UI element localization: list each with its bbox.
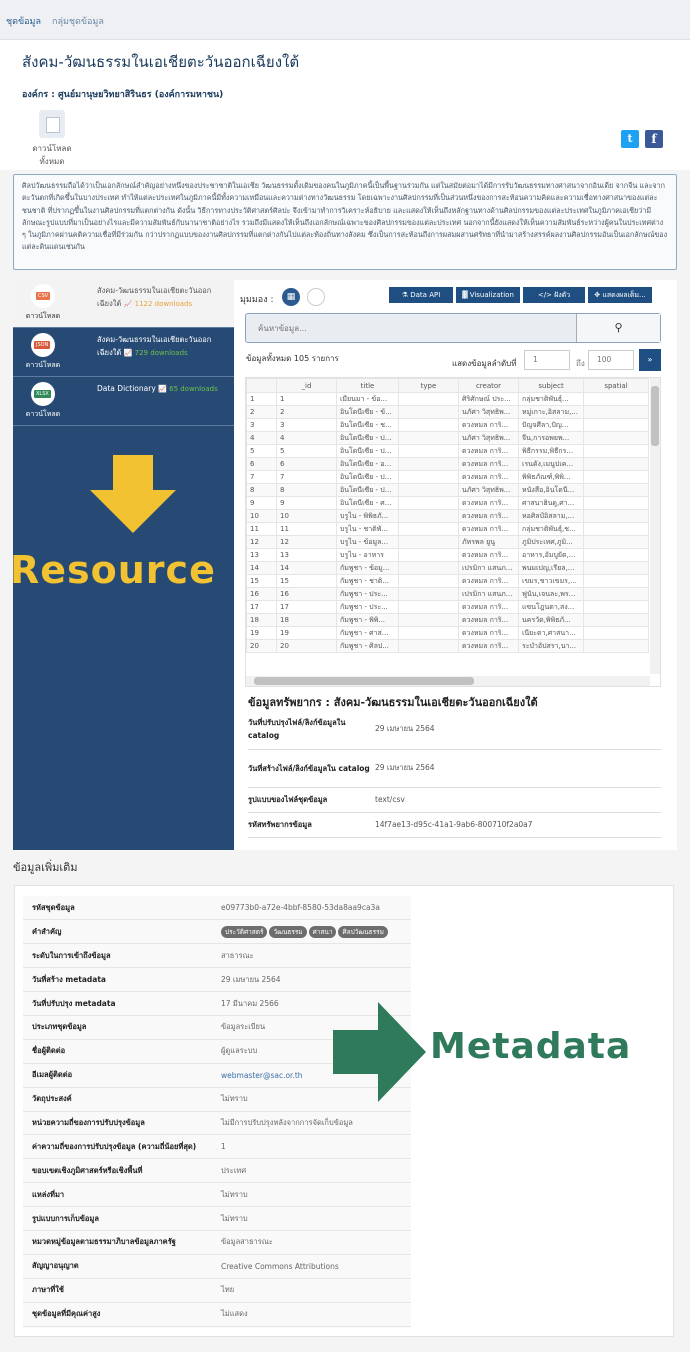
table-cell <box>584 510 649 523</box>
table-cell: 2 <box>277 406 337 419</box>
table-cell: นภัศา วิสุทธิพ... <box>459 406 519 419</box>
table-cell: ดวงหมล การิ... <box>459 627 519 640</box>
column-header[interactable]: spatial <box>584 379 649 393</box>
table-cell: จีน,การอพยพ... <box>519 432 584 445</box>
resource-annotation-label: Resource <box>10 548 216 592</box>
table-cell: 3 <box>247 419 277 432</box>
metadata-key: อีเมลผู้ติดต่อ <box>23 1063 221 1087</box>
table-row[interactable] <box>247 627 649 640</box>
table-cell <box>399 562 459 575</box>
table-cell <box>399 445 459 458</box>
table-cell: 6 <box>247 458 277 471</box>
metadata-row <box>23 1254 411 1278</box>
table-cell: 9 <box>277 497 337 510</box>
metadata-row <box>23 1111 411 1135</box>
table-cell: หอศิลป์อิสลาม,... <box>519 510 584 523</box>
table-row[interactable] <box>247 458 649 471</box>
table-cell: 14 <box>247 562 277 575</box>
table-cell: เนียะตา,ศาสนา... <box>519 627 584 640</box>
table-row[interactable] <box>247 445 649 458</box>
metadata-key: สัญญาอนุญาต <box>23 1254 221 1278</box>
table-cell: กัมพูชา - ประ... <box>337 601 399 614</box>
table-cell: ศาสนาฮินดู,ศา... <box>519 497 584 510</box>
keyword-tag[interactable]: ศิลปวัฒนธรรม <box>338 926 387 938</box>
metadata-value: 29 เมษายน 2564 <box>221 968 411 992</box>
down-arrow-annotation <box>88 455 178 535</box>
table-cell: 18 <box>247 614 277 627</box>
info-key: รหัสทรัพยากรข้อมูล <box>248 812 375 837</box>
table-cell <box>584 588 649 601</box>
metadata-key: ภาษาที่ใช้ <box>23 1278 221 1302</box>
table-cell <box>399 497 459 510</box>
resource-title[interactable]: Data Dictionary <box>97 384 156 393</box>
metadata-row <box>23 968 411 992</box>
table-cell <box>399 393 459 406</box>
metadata-row <box>23 1278 411 1302</box>
table-row[interactable] <box>247 484 649 497</box>
table-cell <box>399 471 459 484</box>
table-cell <box>399 549 459 562</box>
table-row[interactable] <box>247 588 649 601</box>
resource-item-json[interactable] <box>13 329 234 377</box>
table-cell: ภัทรพล ยูนู <box>459 536 519 549</box>
tab-bar <box>0 0 690 40</box>
table-cell: พิธีกรรม,พิธีกร... <box>519 445 584 458</box>
table-cell: 19 <box>247 627 277 640</box>
metadata-annotation-label: Metadata <box>430 1026 632 1067</box>
metadata-key: วัตถุประสงค์ <box>23 1087 221 1111</box>
table-cell: 17 <box>277 601 337 614</box>
info-value: 14f7ae13-d95c-41a1-9ab6-800710f2a0a7 <box>375 812 661 837</box>
table-row[interactable] <box>247 562 649 575</box>
table-cell: ดวงหมล การิ... <box>459 601 519 614</box>
table-cell <box>399 484 459 497</box>
resource-info-table <box>248 709 661 838</box>
table-cell: 13 <box>277 549 337 562</box>
table-cell: นครวัด,พิพิธภั... <box>519 614 584 627</box>
table-cell: ดวงหมล การิ... <box>459 614 519 627</box>
table-cell: 5 <box>277 445 337 458</box>
table-row[interactable] <box>247 497 649 510</box>
table-cell: 15 <box>247 575 277 588</box>
table-cell <box>399 406 459 419</box>
facebook-icon[interactable]: f <box>645 130 663 148</box>
table-cell: กลุ่มชาติพันธุ์... <box>519 393 584 406</box>
table-cell: 4 <box>247 432 277 445</box>
table-cell: แซนโฎนตา,สง... <box>519 601 584 614</box>
table-cell: ดวงหมล การิ... <box>459 471 519 484</box>
chart-view-icon[interactable] <box>307 288 325 306</box>
table-cell: อินโดนีเซีย - ช... <box>337 419 399 432</box>
next-page-button[interactable]: » <box>639 349 661 371</box>
data-table <box>246 378 649 653</box>
download-button[interactable] <box>19 284 67 322</box>
download-count: 📈 729 downloads <box>123 349 188 357</box>
table-cell: บรูไน - พิพิธภั... <box>337 510 399 523</box>
download-count: 📈 65 downloads <box>158 385 218 393</box>
table-row[interactable] <box>247 640 649 653</box>
info-key: วันที่สร้างไฟล์/ลิงก์ข้อมูลใน catalog <box>248 749 375 787</box>
column-header[interactable]: subject <box>519 379 584 393</box>
visualization-button[interactable]: ▓ Visualization <box>456 287 520 303</box>
table-cell <box>584 549 649 562</box>
metadata-value[interactable]: webmaster@sac.or.th <box>221 1063 411 1087</box>
table-row[interactable] <box>247 601 649 614</box>
metadata-value: ไม่ทราบ <box>221 1207 411 1231</box>
table-cell: ดวงหมล การิ... <box>459 445 519 458</box>
metadata-row <box>23 1183 411 1207</box>
table-cell: อินโดนีเซีย - ศ... <box>337 497 399 510</box>
download-all-button[interactable] <box>22 110 82 168</box>
table-cell: อาหาร,อัมบูยัต,... <box>519 549 584 562</box>
table-cell <box>399 432 459 445</box>
metadata-value: ไม่แสดง <box>221 1302 411 1326</box>
table-cell <box>584 393 649 406</box>
download-label: ดาวน์โหลด <box>25 312 61 320</box>
table-cell: เปรมิกา แสนภ... <box>459 588 519 601</box>
table-cell <box>399 627 459 640</box>
column-header[interactable]: creator <box>459 379 519 393</box>
table-cell: ดวงหมล การิ... <box>459 549 519 562</box>
search-bar <box>245 313 661 343</box>
metadata-value: ประเทศ <box>221 1159 411 1183</box>
table-row[interactable] <box>247 419 649 432</box>
table-cell: ปัญจศีลา,ปัญ... <box>519 419 584 432</box>
total-records: ข้อมูลทั้งหมด 105 รายการ <box>246 354 339 363</box>
metadata-value: ไม่ทราบ <box>221 1087 411 1111</box>
metadata-row <box>23 1230 411 1254</box>
metadata-key: ชื่อผู้ติดต่อ <box>23 1039 221 1063</box>
table-cell: กัมพูชา - ศิลป... <box>337 640 399 653</box>
info-key: วันที่ปรับปรุงไฟล์/ลิงก์ข้อมูลใน catalog <box>248 709 375 749</box>
resource-item-csv[interactable] <box>13 280 234 328</box>
metadata-row <box>23 1135 411 1159</box>
table-cell: 16 <box>247 588 277 601</box>
table-cell: 5 <box>247 445 277 458</box>
table-cell <box>584 536 649 549</box>
table-cell: 6 <box>277 458 337 471</box>
resource-item-xlsx[interactable] <box>13 378 234 426</box>
metadata-value: ไม่มีการปรับปรุงหลังจากการจัดเก็บข้อมูล <box>221 1111 411 1135</box>
metadata-key: วันที่สร้าง metadata <box>23 968 221 992</box>
resource-name[interactable] <box>97 333 227 360</box>
table-cell: นภัศา วิสุทธิพ... <box>459 432 519 445</box>
table-cell <box>584 419 649 432</box>
table-cell <box>399 575 459 588</box>
table-cell: 20 <box>247 640 277 653</box>
table-cell: 2 <box>247 406 277 419</box>
table-cell <box>584 445 649 458</box>
table-cell <box>399 536 459 549</box>
table-cell: ดวงหมล การิ... <box>459 510 519 523</box>
table-cell: อินโดนีเซีย - ป... <box>337 471 399 484</box>
metadata-key: ค่าความถี่ของการปรับปรุงข้อมูล (ความถี่น้อยที่สุด) <box>23 1135 221 1159</box>
search-button[interactable] <box>576 314 660 342</box>
table-cell: กัมพูชา - ข้อมู... <box>337 562 399 575</box>
resource-name[interactable] <box>97 382 227 396</box>
xlsx-file-icon: XLSX <box>31 382 55 406</box>
table-cell: อินโดนีเซีย - อ... <box>337 458 399 471</box>
table-cell: 7 <box>247 471 277 484</box>
metadata-row <box>23 944 411 968</box>
table-cell: เปรมิกา แสนภ... <box>459 562 519 575</box>
table-row[interactable] <box>247 471 649 484</box>
view-label: มุมมอง : <box>240 295 274 305</box>
table-cell: 4 <box>277 432 337 445</box>
metadata-value: 1 <box>221 1135 411 1159</box>
vertical-scrollbar[interactable] <box>650 378 660 674</box>
metadata-key: หน่วยความถี่ของการปรับปรุงข้อมูล <box>23 1111 221 1135</box>
embed-button[interactable]: </> ฝังตัว <box>523 287 585 303</box>
tab-datasets[interactable]: ชุดข้อมูล <box>6 17 41 27</box>
table-row[interactable] <box>247 393 649 406</box>
metadata-value: ผู้ดูแลระบบ <box>221 1039 411 1063</box>
table-cell: ระบำอัปสรา,นา... <box>519 640 584 653</box>
table-cell <box>584 627 649 640</box>
table-cell: หนังสือ,อินโดนี... <box>519 484 584 497</box>
table-cell <box>584 614 649 627</box>
table-cell: อินโดนีเซีย - ป... <box>337 484 399 497</box>
csv-file-icon: CSV <box>31 284 55 308</box>
table-row[interactable] <box>247 549 649 562</box>
table-row[interactable] <box>247 406 649 419</box>
dataset-header <box>0 40 690 170</box>
table-cell <box>584 575 649 588</box>
metadata-table <box>23 896 411 1327</box>
download-button[interactable] <box>19 333 67 371</box>
metadata-row <box>23 1302 411 1326</box>
table-cell <box>584 640 649 653</box>
metadata-key: วันที่ปรับปรุง metadata <box>23 992 221 1016</box>
table-cell <box>399 614 459 627</box>
table-cell <box>584 432 649 445</box>
metadata-value: ข้อมูลสาธารณะ <box>221 1230 411 1254</box>
twitter-icon[interactable]: t <box>621 130 639 148</box>
table-cell <box>584 484 649 497</box>
metadata-value: สาธารณะ <box>221 944 411 968</box>
table-cell: ดวงหมล การิ... <box>459 458 519 471</box>
table-cell: 17 <box>247 601 277 614</box>
table-cell: อินโดนีเซีย - ป... <box>337 432 399 445</box>
table-cell: 13 <box>247 549 277 562</box>
table-cell: 3 <box>277 419 337 432</box>
table-cell <box>399 458 459 471</box>
metadata-heading: ข้อมูลเพิ่มเติม <box>13 861 78 874</box>
table-cell: 10 <box>277 510 337 523</box>
table-cell: กลุ่มชาติพันธุ์,ช... <box>519 523 584 536</box>
organization-label[interactable]: องค์กร : ศูนย์มานุษยวิทยาสิรินธร (องค์การมหาชน) <box>22 90 224 100</box>
table-cell <box>584 562 649 575</box>
download-button[interactable] <box>19 382 67 420</box>
dataset-description: ศิลปวัฒนธรรมถือได้ว่าเป็นเอกลักษณ์สำคัญอย่างหนึ่งของประชาชาติในเอเชีย วัฒนธรรมดั้งเดิมของคนในภูมิภาคนี้เป็นพื้นฐานร่วมกัน แต่ในสมัยต่อมาได้มีการรับวัฒนธรรมทางศาสนาจากอินเดีย จากจีน และจากตะวันตกที่เกิดขึ้นในบางประเทศ ทำให้แต่ละประเทศในภูมิภาคนี้มีทั้งความเหมือนและความต่างทางวัฒนธรรม โดยเฉพาะงานศิลปกรรมที่เป็นส่วนหนึ่งของการสะท้อนความคิดและความเชื่อทางศาสนาของแต่ละชนชาติ ที่ปรากฏขึ้นในงานศิลปกรรมที่แตกต่างกัน ดังนั้น วิธีการทางประวัติศาสตร์ศิลปะ จึงเข้ามาทำการวิเคราะห์อธิบาย และแสดงให้เห็นถึงหลักฐานทางด้านศิลปกรรมของแต่ละประเทศในภูมิภาคเอเชียว่ามีลักษณะรูปแบบที่มาเป็นอย่างไรและมีความสัมพันธ์กับนานาชาติอย่างไร รวมถึงมีแสดงให้เห็นถึงเอกลักษณ์เฉพาะของศิลปกรรมของแต่ละประเทศ นอกจากนี้ยังแสดงให้เห็นความสัมพันธ์ระหว่างผู้คนในประเทศต่าง ๆ ในภูมิภาคผ่านคติความเชื่อที่มีร่วมกัน กว่าปรากฏแบบของงานศิลปกรรมที่แตกต่างกันไปแต่ละท้องถิ่นทางสังคม ซึ่งเป็นการสะท้อนถึงการผสมผสานศรัทธาที่นำมาสร้างสรรค์ผลงานศิลปกรรมอันเป็นเอกลักษณ์ของแต่ละดินแดนเช่นกัน <box>13 174 677 270</box>
metadata-value: ไทย <box>221 1278 411 1302</box>
table-row[interactable] <box>247 536 649 549</box>
column-header[interactable]: _id <box>277 379 337 393</box>
metadata-row <box>23 920 411 944</box>
column-header[interactable]: title <box>337 379 399 393</box>
metadata-key: ระดับในการเข้าถึงข้อมูล <box>23 944 221 968</box>
table-cell: 14 <box>277 562 337 575</box>
table-cell <box>584 523 649 536</box>
table-cell: บรูไน - อาหาร <box>337 549 399 562</box>
info-value: 29 เมษายน 2564 <box>375 749 661 787</box>
table-cell: ศิริศักษณ์ ประ... <box>459 393 519 406</box>
metadata-key: แหล่งที่มา <box>23 1183 221 1207</box>
metadata-key: หมวดหมู่ข้อมูลตามธรรมาภิบาลข้อมูลภาครัฐ <box>23 1230 221 1254</box>
table-cell <box>584 406 649 419</box>
table-cell: เขมร,ชาวเขมร,... <box>519 575 584 588</box>
table-cell: กัมพูชา - ชาติ... <box>337 575 399 588</box>
table-cell <box>399 523 459 536</box>
table-cell: กัมพูชา - ศาส... <box>337 627 399 640</box>
table-cell: 15 <box>277 575 337 588</box>
table-cell: 10 <box>247 510 277 523</box>
metadata-row <box>23 1159 411 1183</box>
table-row[interactable] <box>247 614 649 627</box>
table-cell: 7 <box>277 471 337 484</box>
range-to-input[interactable]: 100 <box>588 350 634 370</box>
column-header[interactable]: type <box>399 379 459 393</box>
table-cell: ดวงหมล การิ... <box>459 640 519 653</box>
table-cell: 8 <box>277 484 337 497</box>
fullscreen-button[interactable]: ✥ แสดงผลเต็ม... <box>588 287 652 303</box>
page-title: สังคม-วัฒนธรรมในเอเชียตะวันออกเฉียงใต้ <box>22 53 300 71</box>
table-cell <box>584 601 649 614</box>
metadata-key: ชุดข้อมูลที่มีคุณค่าสูง <box>23 1302 221 1326</box>
keyword-tag[interactable]: วัฒนธรรม <box>269 926 306 938</box>
metadata-row <box>23 896 411 920</box>
metadata-value: 17 มีนาคม 2566 <box>221 992 411 1016</box>
table-cell: ดวงหมล การิ... <box>459 523 519 536</box>
info-key: รูปแบบของไฟล์ชุดข้อมูล <box>248 787 375 812</box>
metadata-key: รหัสชุดข้อมูล <box>23 896 221 920</box>
data-grid <box>245 377 661 687</box>
table-cell: กัมพูชา - ประ... <box>337 588 399 601</box>
grid-view-icon[interactable]: ▦ <box>282 288 300 306</box>
table-cell: พิพิธภัณฑ์,พิพิ... <box>519 471 584 484</box>
table-cell <box>399 588 459 601</box>
horizontal-scrollbar[interactable] <box>246 676 650 686</box>
resource-info-title: ข้อมูลทรัพยากร : สังคม-วัฒนธรรมในเอเชียตะวันออกเฉียงใต้ <box>248 696 538 709</box>
table-cell: เรนดัง,เมนูปเค... <box>519 458 584 471</box>
table-cell <box>584 458 649 471</box>
table-cell <box>584 497 649 510</box>
table-cell: อินโดนีเซีย - ป... <box>337 445 399 458</box>
metadata-key: ขอบเขตเชิงภูมิศาสตร์หรือเชิงพื้นที่ <box>23 1159 221 1183</box>
metadata-key: คำสำคัญ <box>23 920 221 944</box>
download-count: 📈 1122 downloads <box>123 300 193 308</box>
table-cell: 1 <box>247 393 277 406</box>
table-cell: 18 <box>277 614 337 627</box>
download-label: ดาวน์โหลด <box>25 361 61 369</box>
table-cell <box>399 640 459 653</box>
table-cell: 1 <box>277 393 337 406</box>
table-cell: ดวงหมล การิ... <box>459 575 519 588</box>
table-cell <box>399 510 459 523</box>
table-cell: ฟูนัน,เจนละ,พร... <box>519 588 584 601</box>
table-cell <box>399 419 459 432</box>
table-cell: ดวงหมล การิ... <box>459 497 519 510</box>
table-cell: ดวงหมล การิ... <box>459 419 519 432</box>
table-cell: นภัศา วิสุทธิพ... <box>459 484 519 497</box>
metadata-list <box>23 896 411 1328</box>
keyword-tag[interactable]: ศาสนา <box>309 926 337 938</box>
tab-dataset-groups[interactable]: กลุ่มชุดข้อมูล <box>52 17 104 27</box>
table-cell: 8 <box>247 484 277 497</box>
file-icon <box>39 110 65 138</box>
search-input[interactable] <box>246 314 576 342</box>
resource-preview-panel <box>234 280 677 850</box>
keyword-tag[interactable]: ประวัติศาสตร์ <box>221 926 267 938</box>
table-cell: บรูไน - ข้อมูล... <box>337 536 399 549</box>
right-arrow-annotation <box>333 1002 428 1102</box>
metadata-value: ไม่ทราบ <box>221 1183 411 1207</box>
metadata-value: e09773b0-a72e-4bbf-8580-53da8aa9ca3a <box>221 896 411 920</box>
table-cell: 11 <box>277 523 337 536</box>
metadata-key: รูปแบบการเก็บข้อมูล <box>23 1207 221 1231</box>
table-cell: บรูไน - ชาติพั... <box>337 523 399 536</box>
table-cell: 20 <box>277 640 337 653</box>
data-api-button[interactable]: ⚗ Data API <box>389 287 453 303</box>
download-all-label: ดาวน์โหลดทั้งหมด <box>32 144 72 166</box>
table-cell: 19 <box>277 627 337 640</box>
resource-title[interactable]: สังคม-วัฒนธรรมในเอเชียตะวันออกเฉียงใต้ <box>97 286 212 308</box>
resource-name[interactable] <box>97 284 227 311</box>
table-cell: 12 <box>247 536 277 549</box>
table-cell: 16 <box>277 588 337 601</box>
table-cell: เมียนมา - ข้อ... <box>337 393 399 406</box>
table-cell: หมู่เกาะ,อิสลาม,... <box>519 406 584 419</box>
table-cell: 9 <box>247 497 277 510</box>
metadata-panel <box>14 885 674 1337</box>
info-value: text/csv <box>375 787 661 812</box>
table-cell <box>584 471 649 484</box>
table-cell: 12 <box>277 536 337 549</box>
metadata-row <box>23 1207 411 1231</box>
column-header[interactable] <box>247 379 277 393</box>
json-file-icon: JSON <box>31 333 55 357</box>
table-row[interactable] <box>247 432 649 445</box>
download-label: ดาวน์โหลด <box>25 410 61 418</box>
table-cell: อินโดนีเซีย - ข้... <box>337 406 399 419</box>
table-cell: ภูมิประเทศ,ภูมิ... <box>519 536 584 549</box>
table-row[interactable] <box>247 575 649 588</box>
metadata-value: ข้อมูลระเบียน <box>221 1015 411 1039</box>
range-from-input[interactable]: 1 <box>524 350 570 370</box>
info-value: 29 เมษายน 2564 <box>375 709 661 749</box>
table-cell: กัมพูชา - พิพิ... <box>337 614 399 627</box>
table-row[interactable] <box>247 523 649 536</box>
search-icon: ⚲ <box>614 321 623 334</box>
table-row[interactable] <box>247 510 649 523</box>
table-cell <box>399 601 459 614</box>
table-cell: 11 <box>247 523 277 536</box>
metadata-value: Creative Commons Attributions <box>221 1254 411 1278</box>
metadata-key: ประเภทชุดข้อมูล <box>23 1015 221 1039</box>
range-to-label: ถึง <box>576 359 585 368</box>
resource-title[interactable]: สังคม-วัฒนธรรมในเอเชียตะวันออกเฉียงใต้ <box>97 335 212 357</box>
metadata-value <box>221 920 411 944</box>
table-cell: พนมเปญ,เรียล,... <box>519 562 584 575</box>
range-label: แสดงข้อมูลลำดับที่ <box>452 359 517 368</box>
